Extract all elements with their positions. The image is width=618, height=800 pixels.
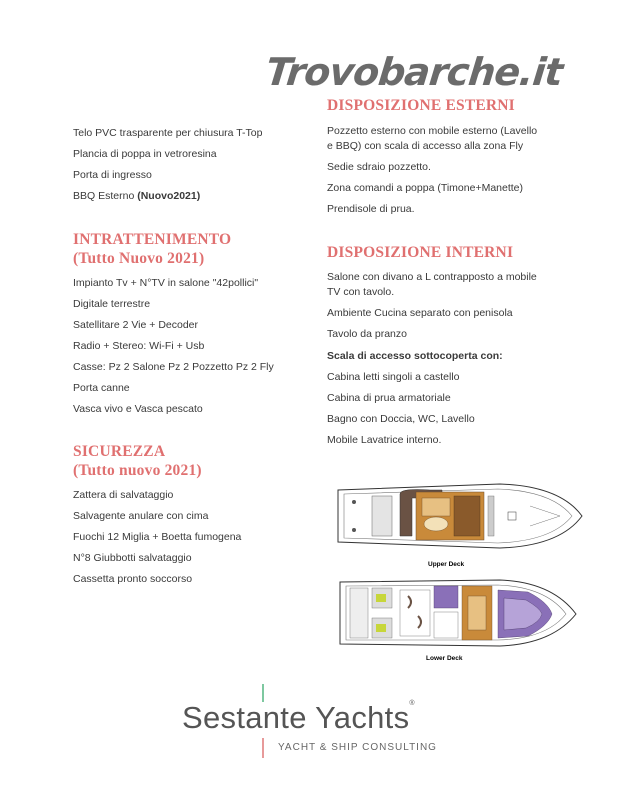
list-item: N°8 Giubbotti salvataggio — [73, 552, 192, 564]
lower-deck-plan — [340, 580, 576, 646]
bbq-note: (Nuovo2021) — [137, 190, 201, 202]
exterior-heading: DISPOSIZIONE ESTERNI — [327, 97, 515, 114]
safety-heading: SICUREZZA — [73, 443, 166, 460]
list-item: Porta di ingresso — [73, 169, 152, 181]
logo-name: Sestante Yachts — [182, 700, 410, 735]
entertainment-heading: INTRATTENIMENTO — [73, 231, 232, 248]
upper-deck-plan — [338, 484, 582, 548]
upper-deck-label: Upper Deck — [428, 561, 465, 568]
list-item: Fuochi 12 Miglia + Boetta fumogena — [73, 531, 242, 543]
list-item: Bagno con Doccia, WC, Lavello — [327, 413, 475, 425]
list-item: Salone con divano a L contrapposto a mobile — [327, 271, 537, 283]
list-item: Cassetta pronto soccorso — [73, 573, 193, 585]
deck-plan-diagram — [330, 476, 585, 666]
list-item: Telo PVC trasparente per chiusura T-Top — [73, 127, 263, 139]
list-item: Sedie sdraio pozzetto. — [327, 161, 431, 173]
list-item: Salvagente anulare con cima — [73, 510, 209, 522]
list-item: Plancia di poppa in vetroresina — [73, 148, 217, 160]
interior-heading: DISPOSIZIONE INTERNI — [327, 244, 514, 261]
list-item: TV con tavolo. — [327, 286, 395, 298]
trovobarche-watermark: Trovobarche.it — [263, 50, 565, 94]
bbq-label: BBQ Esterno — [73, 190, 138, 202]
safety-subheading: (Tutto nuovo 2021) — [73, 462, 202, 479]
list-item: Vasca vivo e Vasca pescato — [73, 403, 203, 415]
list-item: Cabina letti singoli a castello — [327, 371, 460, 383]
list-item: e BBQ) con scala di accesso alla zona Fly — [327, 140, 524, 152]
list-item: Digitale terrestre — [73, 298, 151, 310]
list-item: Satellitare 2 Vie + Decoder — [73, 319, 199, 331]
list-item-bbq — [73, 189, 200, 204]
list-item: Impianto Tv + N°TV in salone "42pollici" — [73, 277, 259, 289]
logo-accent-line-pink — [262, 738, 264, 758]
list-item-subheading: Scala di accesso sottocoperta con: — [327, 350, 503, 362]
list-item: Zattera di salvataggio — [73, 489, 174, 501]
registered-mark: ® — [409, 700, 415, 707]
list-item: Mobile Lavatrice interno. — [327, 434, 442, 446]
list-item: Cabina di prua armatoriale — [327, 392, 451, 404]
list-item: Tavolo da pranzo — [327, 328, 407, 340]
lower-deck-label: Lower Deck — [426, 655, 463, 662]
list-item: Casse: Pz 2 Salone Pz 2 Pozzetto Pz 2 Fly — [73, 361, 274, 373]
entertainment-subheading: (Tutto Nuovo 2021) — [73, 250, 205, 267]
list-item: Prendisole di prua. — [327, 203, 415, 215]
logo-tagline: YACHT & SHIP CONSULTING — [278, 742, 437, 753]
list-item: Radio + Stereo: Wi-Fi + Usb — [73, 340, 205, 352]
list-item: Pozzetto esterno con mobile esterno (Lavello — [327, 125, 538, 137]
list-item: Ambiente Cucina separato con penisola — [327, 307, 513, 319]
list-item: Zona comandi a poppa (Timone+Manette) — [327, 182, 524, 194]
sestante-yachts-logo — [182, 700, 415, 736]
list-item: Porta canne — [73, 382, 130, 394]
